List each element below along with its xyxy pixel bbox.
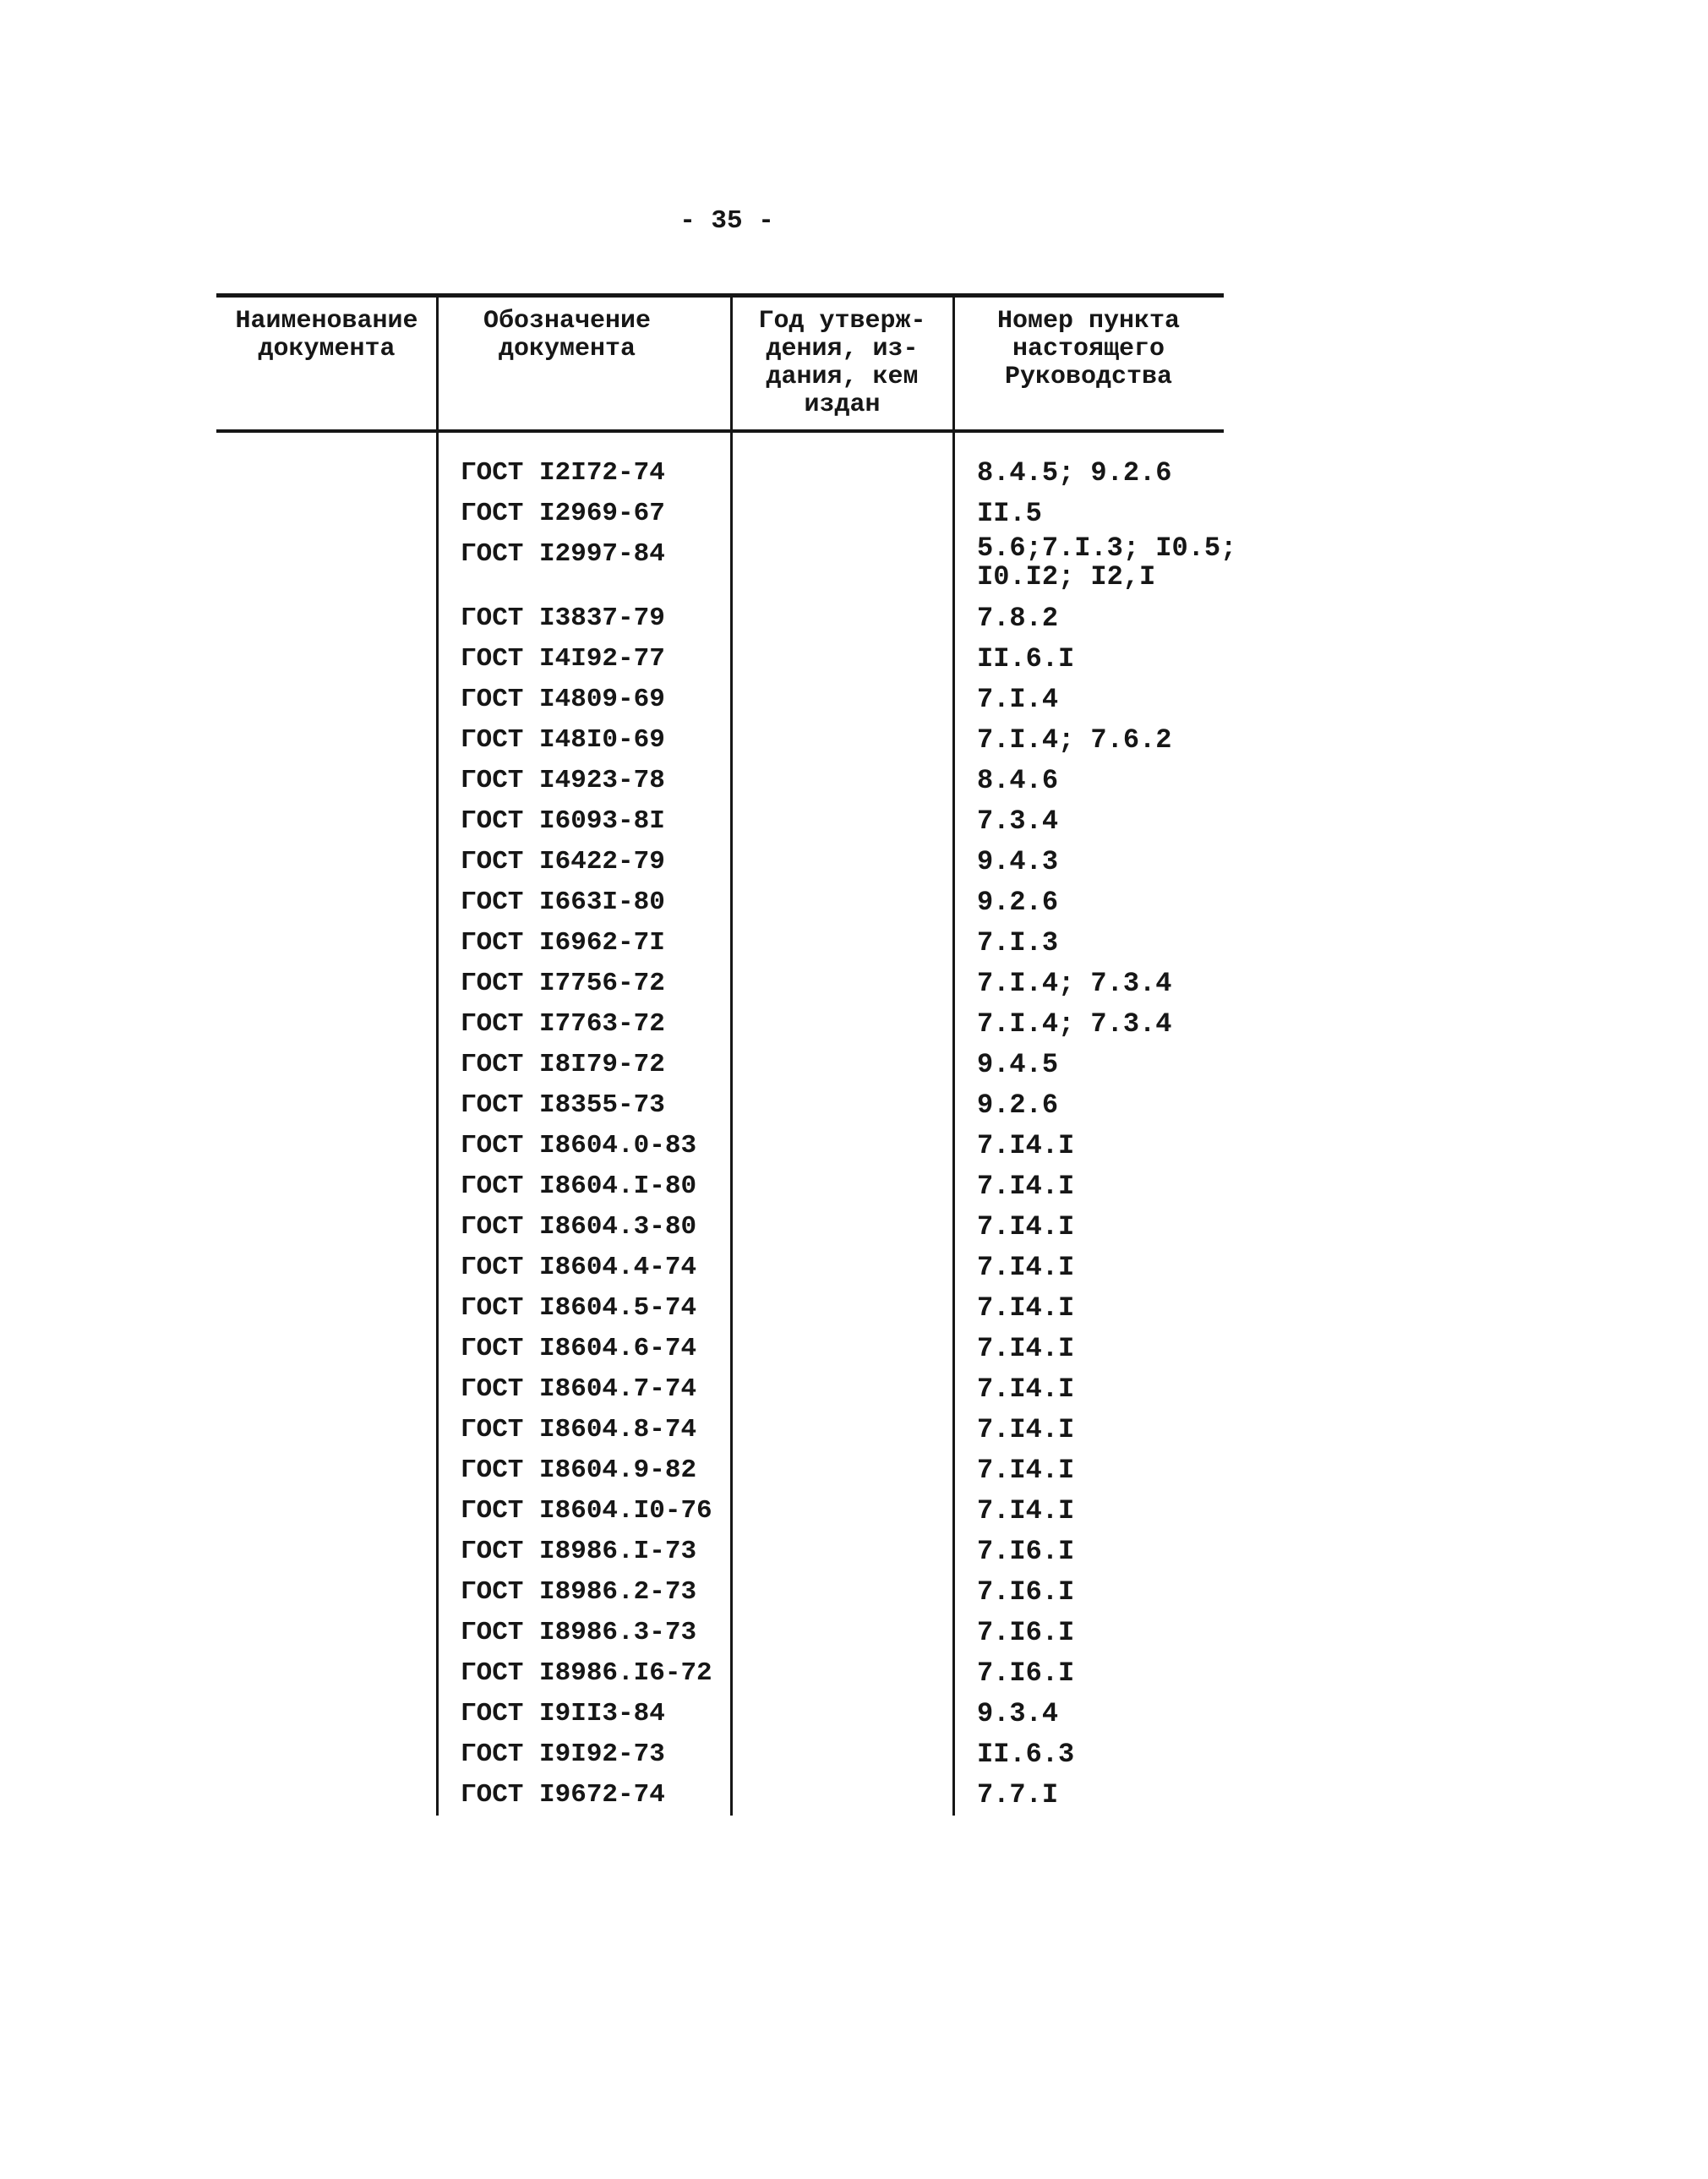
document-designation: ГОСТ I8604.7-74 xyxy=(461,1374,697,1404)
clause-reference-line: 7.I4.I xyxy=(977,1292,1075,1324)
header-text-line: Год утверж- xyxy=(758,307,926,336)
clause-reference xyxy=(953,1166,1224,1207)
document-designation: ГОСТ I8604.3-80 xyxy=(461,1212,697,1242)
table-row xyxy=(216,923,1224,964)
clause-reference-line: 7.I6.I xyxy=(977,1657,1075,1689)
table-row xyxy=(216,1572,1224,1613)
clause-reference xyxy=(953,882,1224,923)
clause-reference-line: 9.4.5 xyxy=(977,1049,1059,1080)
document-designation: ГОСТ I2997-84 xyxy=(461,539,665,569)
document-designation: ГОСТ I8604.4-74 xyxy=(461,1253,697,1282)
clause-reference xyxy=(953,1248,1224,1288)
clause-reference-line: 7.I4.I xyxy=(977,1495,1075,1526)
document-designation: ГОСТ I9672-74 xyxy=(461,1780,665,1810)
document-designation: ГОСТ I6093-8I xyxy=(461,806,665,836)
table-row xyxy=(216,1085,1224,1126)
header-document-designation xyxy=(437,298,731,429)
clause-reference-line: 7.I4.I xyxy=(977,1414,1075,1445)
clause-reference xyxy=(953,1572,1224,1613)
clause-reference xyxy=(953,1653,1224,1694)
table-header xyxy=(216,298,1224,433)
table-row xyxy=(216,494,1224,534)
clause-reference xyxy=(953,1004,1224,1045)
document-designation: ГОСТ I8986.I6-72 xyxy=(461,1658,712,1688)
document-designation: ГОСТ I8604.I0-76 xyxy=(461,1496,712,1526)
clause-reference xyxy=(953,1045,1224,1085)
clause-reference xyxy=(953,801,1224,842)
clause-reference xyxy=(953,1207,1224,1248)
clause-reference-line: 7.I6.I xyxy=(977,1576,1075,1608)
document-designation: ГОСТ I6962-7I xyxy=(461,928,665,958)
clause-reference xyxy=(953,842,1224,882)
table-row xyxy=(216,639,1224,680)
document-designation: ГОСТ I7756-72 xyxy=(461,969,665,998)
table-row xyxy=(216,1410,1224,1450)
clause-reference xyxy=(953,1491,1224,1532)
clause-reference-line: 7.I6.I xyxy=(977,1617,1075,1648)
clause-reference xyxy=(953,639,1224,680)
clause-reference xyxy=(953,494,1224,534)
clause-reference xyxy=(953,680,1224,720)
table-row xyxy=(216,882,1224,923)
table-row xyxy=(216,1045,1224,1085)
clause-reference xyxy=(953,598,1224,639)
table-row xyxy=(216,1207,1224,1248)
document-designation: ГОСТ I48I0-69 xyxy=(461,725,665,755)
table-row xyxy=(216,1288,1224,1329)
clause-reference-line: 7.I.4; 7.3.4 xyxy=(977,1008,1172,1040)
table-row xyxy=(216,761,1224,801)
clause-reference xyxy=(953,761,1224,801)
header-text-line: Номер пункта xyxy=(996,307,1181,336)
document-designation: ГОСТ I8986.3-73 xyxy=(461,1618,697,1647)
table-row xyxy=(216,1329,1224,1369)
table-row xyxy=(216,1004,1224,1045)
clause-reference xyxy=(953,1613,1224,1653)
clause-reference-line: I0.I2; I2,I xyxy=(977,561,1156,593)
clause-reference-line: 9.4.3 xyxy=(977,846,1059,877)
clause-reference xyxy=(953,923,1224,964)
table-row xyxy=(216,1450,1224,1491)
document-designation: ГОСТ I9I92-73 xyxy=(461,1739,665,1769)
clause-reference-line: 7.I4.I xyxy=(977,1455,1075,1486)
document-designation: ГОСТ I8604.8-74 xyxy=(461,1415,697,1444)
clause-reference xyxy=(953,1694,1224,1734)
clause-reference-line: 9.2.6 xyxy=(977,1090,1059,1121)
clause-reference xyxy=(953,453,1224,494)
table-row xyxy=(216,964,1224,1004)
clause-reference-line: 7.I.4; 7.6.2 xyxy=(977,724,1172,756)
table-row xyxy=(216,1126,1224,1166)
clause-reference-line: 9.3.4 xyxy=(977,1698,1059,1729)
document-designation: ГОСТ I8604.I-80 xyxy=(461,1171,697,1201)
clause-reference xyxy=(953,532,1237,598)
clause-reference-line: 7.I4.I xyxy=(977,1333,1075,1364)
header-text-line: дения, из- xyxy=(766,335,919,363)
document-designation: ГОСТ I7763-72 xyxy=(461,1009,665,1039)
clause-reference-line: 9.2.6 xyxy=(977,887,1059,918)
table-row xyxy=(216,842,1224,882)
table-row xyxy=(216,1694,1224,1734)
clause-reference-line: 8.4.5; 9.2.6 xyxy=(977,457,1172,489)
standards-table xyxy=(216,293,1237,1816)
document-designation: ГОСТ I8986.I-73 xyxy=(461,1537,697,1566)
table-row xyxy=(216,720,1224,761)
header-text-line: Руководства xyxy=(1004,363,1173,391)
header-text-line: Наименование xyxy=(235,307,418,336)
column-divider xyxy=(730,298,733,1816)
clause-reference-line: 7.7.I xyxy=(977,1779,1059,1810)
header-approval-year xyxy=(731,298,953,429)
table-row xyxy=(216,1248,1224,1288)
clause-reference-line: 7.I.3 xyxy=(977,927,1059,958)
document-designation: ГОСТ I8986.2-73 xyxy=(461,1577,697,1607)
document-designation: ГОСТ I4809-69 xyxy=(461,685,665,714)
clause-reference xyxy=(953,1775,1224,1816)
document-designation: ГОСТ I4923-78 xyxy=(461,766,665,795)
clause-reference xyxy=(953,1450,1224,1491)
table-row xyxy=(216,1369,1224,1410)
clause-reference xyxy=(953,720,1224,761)
table-row xyxy=(216,598,1224,639)
clause-reference-line: 7.3.4 xyxy=(977,806,1059,837)
header-text-line: документа xyxy=(498,335,636,363)
document-designation: ГОСТ I6422-79 xyxy=(461,847,665,877)
clause-reference xyxy=(953,1532,1224,1572)
table-row xyxy=(216,453,1224,494)
table-body xyxy=(216,433,1237,1816)
clause-reference-line: 8.4.6 xyxy=(977,765,1059,796)
header-text-line: дания, кем xyxy=(766,363,919,391)
table-row xyxy=(216,1166,1224,1207)
table-row xyxy=(216,1613,1224,1653)
clause-reference xyxy=(953,1369,1224,1410)
document-designation: ГОСТ I8604.9-82 xyxy=(461,1455,697,1485)
clause-reference-line: 7.I.4 xyxy=(977,684,1059,715)
table-row xyxy=(216,1734,1224,1775)
document-designation: ГОСТ I8604.5-74 xyxy=(461,1293,697,1323)
header-text-line: документа xyxy=(258,335,396,363)
clause-reference xyxy=(953,964,1224,1004)
clause-reference-line: 7.I4.I xyxy=(977,1171,1075,1202)
table-row xyxy=(216,1491,1224,1532)
clause-reference-line: 7.I6.I xyxy=(977,1536,1075,1567)
table-row xyxy=(216,801,1224,842)
clause-reference xyxy=(953,1085,1224,1126)
header-text-line: Обозначение xyxy=(483,307,652,336)
column-divider xyxy=(952,298,955,1816)
header-text-line: издан xyxy=(804,390,881,419)
document-designation: ГОСТ I3837-79 xyxy=(461,603,665,633)
document-designation: ГОСТ I9II3-84 xyxy=(461,1699,665,1728)
clause-reference xyxy=(953,1329,1224,1369)
table-row xyxy=(216,680,1224,720)
table-row xyxy=(216,1775,1224,1816)
clause-reference-line: 7.8.2 xyxy=(977,603,1059,634)
document-designation: ГОСТ I8I79-72 xyxy=(461,1050,665,1079)
table-row xyxy=(216,1532,1224,1572)
header-clause-number xyxy=(953,298,1224,429)
document-designation: ГОСТ I8604.0-83 xyxy=(461,1131,697,1160)
document-designation: ГОСТ I663I-80 xyxy=(461,887,665,917)
document-designation: ГОСТ I4I92-77 xyxy=(461,644,665,674)
clause-reference xyxy=(953,1410,1224,1450)
clause-reference-line: II.6.I xyxy=(977,643,1075,674)
table-row xyxy=(216,1653,1224,1694)
column-divider xyxy=(436,298,439,1816)
header-document-name xyxy=(216,298,437,429)
table-row xyxy=(216,532,1237,598)
document-designation: ГОСТ I2I72-74 xyxy=(461,458,665,488)
clause-reference-line: II.6.3 xyxy=(977,1739,1075,1770)
clause-reference-line: 7.I4.I xyxy=(977,1252,1075,1283)
header-text-line: настоящего xyxy=(1012,335,1165,363)
clause-reference-line: 7.I4.I xyxy=(977,1211,1075,1242)
clause-reference xyxy=(953,1126,1224,1166)
clause-reference xyxy=(953,1734,1224,1775)
document-designation: ГОСТ I8604.6-74 xyxy=(461,1334,697,1363)
document-designation: ГОСТ I2969-67 xyxy=(461,499,665,528)
clause-reference xyxy=(953,1288,1224,1329)
clause-reference-line: II.5 xyxy=(977,498,1042,529)
clause-reference-line: 7.I4.I xyxy=(977,1130,1075,1161)
clause-reference-line: 5.6;7.I.3; I0.5; xyxy=(977,532,1237,564)
page-number: - 35 - xyxy=(679,206,774,236)
clause-reference-line: 7.I4.I xyxy=(977,1373,1075,1405)
clause-reference-line: 7.I.4; 7.3.4 xyxy=(977,968,1172,999)
document-designation: ГОСТ I8355-73 xyxy=(461,1090,665,1120)
